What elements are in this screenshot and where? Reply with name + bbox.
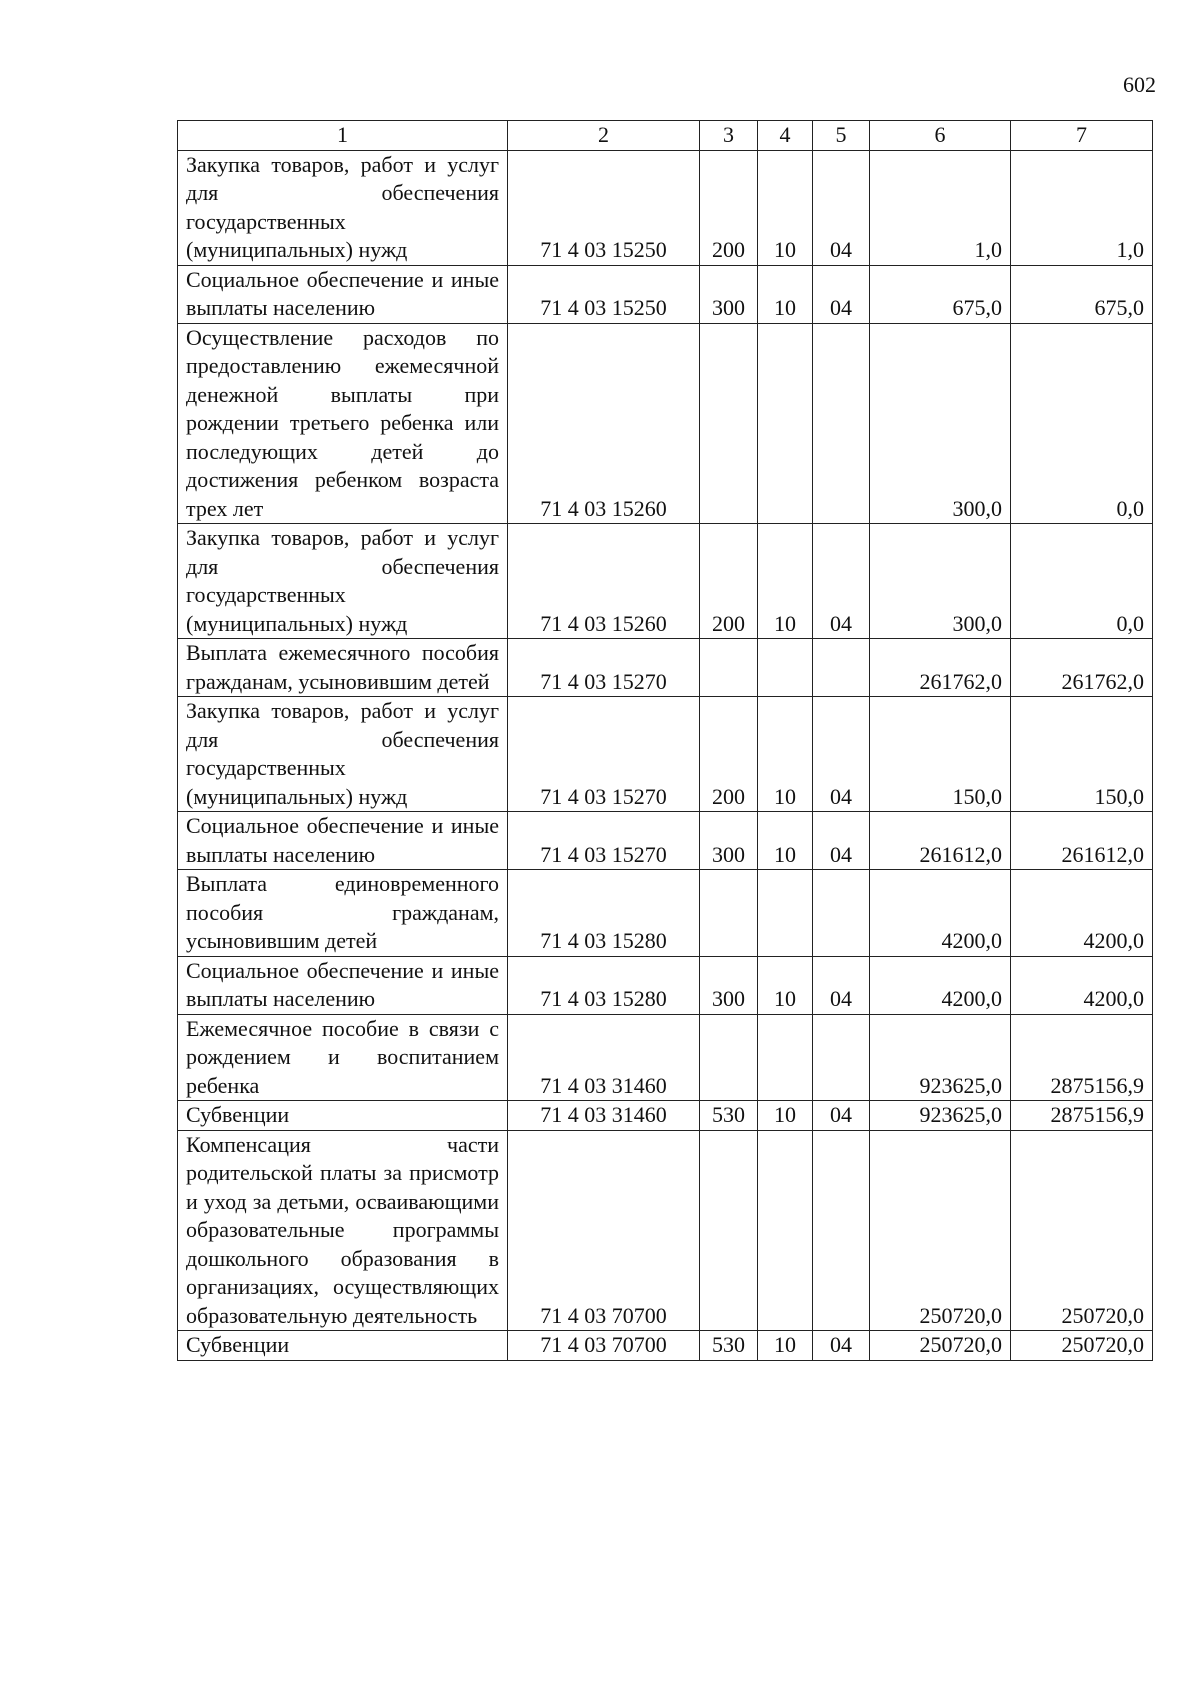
- row-description: Субвенции: [178, 1101, 508, 1131]
- budget-table: [177, 120, 1153, 1361]
- row-expense-type: 200: [700, 697, 758, 812]
- row-expense-type: 200: [700, 524, 758, 639]
- row-expense-type: 300: [700, 265, 758, 323]
- row-section: [758, 323, 813, 524]
- row-amount-col6: 923625,0: [870, 1101, 1011, 1131]
- row-amount-col7: 0,0: [1011, 524, 1153, 639]
- row-description: Осуществление расходов по предоставлению ежемесячной денежной выплаты при рождении третьего ребенка или последующих детей до достижения ребенком возраста трех лет: [178, 323, 508, 524]
- row-amount-col7: 0,0: [1011, 323, 1153, 524]
- row-subsection: [813, 1130, 870, 1331]
- column-header: 1: [178, 121, 508, 151]
- row-expense-type: [700, 1130, 758, 1331]
- row-section: [758, 639, 813, 697]
- row-section: 10: [758, 812, 813, 870]
- table-row: [178, 1101, 1153, 1131]
- table-row: [178, 639, 1153, 697]
- row-description: Закупка товаров, работ и услуг для обеспечения государственных (муниципальных) нужд: [178, 697, 508, 812]
- row-amount-col6: 261762,0: [870, 639, 1011, 697]
- row-code: 71 4 03 15250: [508, 150, 700, 265]
- row-amount-col6: 150,0: [870, 697, 1011, 812]
- column-header: 2: [508, 121, 700, 151]
- row-code: 71 4 03 15260: [508, 524, 700, 639]
- column-header: 6: [870, 121, 1011, 151]
- column-header: 4: [758, 121, 813, 151]
- table-row: [178, 812, 1153, 870]
- row-amount-col6: 250720,0: [870, 1130, 1011, 1331]
- column-header: 3: [700, 121, 758, 151]
- page-number: 602: [1123, 72, 1156, 97]
- row-amount-col6: 1,0: [870, 150, 1011, 265]
- table-row: [178, 323, 1153, 524]
- row-subsection: 04: [813, 150, 870, 265]
- row-amount-col7: 4200,0: [1011, 870, 1153, 957]
- row-code: 71 4 03 15280: [508, 870, 700, 957]
- row-expense-type: [700, 639, 758, 697]
- row-amount-col7: 250720,0: [1011, 1130, 1153, 1331]
- row-section: [758, 1014, 813, 1101]
- row-section: 10: [758, 150, 813, 265]
- table-row: [178, 150, 1153, 265]
- column-header: 5: [813, 121, 870, 151]
- row-subsection: 04: [813, 1101, 870, 1131]
- table-row: [178, 697, 1153, 812]
- row-amount-col7: 1,0: [1011, 150, 1153, 265]
- row-code: 71 4 03 15270: [508, 812, 700, 870]
- row-subsection: 04: [813, 812, 870, 870]
- row-code: 71 4 03 15270: [508, 697, 700, 812]
- table-row: [178, 956, 1153, 1014]
- row-subsection: [813, 1014, 870, 1101]
- row-code: 71 4 03 15270: [508, 639, 700, 697]
- row-expense-type: 530: [700, 1101, 758, 1131]
- row-subsection: 04: [813, 956, 870, 1014]
- row-description: Закупка товаров, работ и услуг для обеспечения государственных (муниципальных) нужд: [178, 524, 508, 639]
- column-header: 7: [1011, 121, 1153, 151]
- table-row: [178, 524, 1153, 639]
- row-amount-col7: 150,0: [1011, 697, 1153, 812]
- row-subsection: 04: [813, 524, 870, 639]
- table-row: [178, 265, 1153, 323]
- row-subsection: [813, 323, 870, 524]
- row-amount-col7: 2875156,9: [1011, 1014, 1153, 1101]
- row-expense-type: [700, 1014, 758, 1101]
- table-row: [178, 1130, 1153, 1331]
- table-row: [178, 1014, 1153, 1101]
- row-section: 10: [758, 265, 813, 323]
- row-expense-type: [700, 870, 758, 957]
- row-amount-col7: 675,0: [1011, 265, 1153, 323]
- row-description: Социальное обеспечение и иные выплаты населению: [178, 956, 508, 1014]
- row-code: 71 4 03 70700: [508, 1331, 700, 1361]
- row-description: Выплата ежемесячного пособия гражданам, усыновившим детей: [178, 639, 508, 697]
- row-amount-col7: 261612,0: [1011, 812, 1153, 870]
- row-amount-col6: 250720,0: [870, 1331, 1011, 1361]
- table-row: [178, 870, 1153, 957]
- row-amount-col7: 2875156,9: [1011, 1101, 1153, 1131]
- row-code: 71 4 03 31460: [508, 1014, 700, 1101]
- row-code: 71 4 03 15250: [508, 265, 700, 323]
- row-amount-col6: 923625,0: [870, 1014, 1011, 1101]
- row-description: Закупка товаров, работ и услуг для обеспечения государственных (муниципальных) нужд: [178, 150, 508, 265]
- row-amount-col6: 300,0: [870, 524, 1011, 639]
- row-amount-col7: 250720,0: [1011, 1331, 1153, 1361]
- row-description: Социальное обеспечение и иные выплаты населению: [178, 265, 508, 323]
- row-subsection: 04: [813, 1331, 870, 1361]
- row-amount-col6: 4200,0: [870, 870, 1011, 957]
- row-subsection: [813, 639, 870, 697]
- row-description: Выплата единовременного пособия гражданам, усыновившим детей: [178, 870, 508, 957]
- row-section: [758, 1130, 813, 1331]
- row-section: [758, 870, 813, 957]
- row-amount-col7: 261762,0: [1011, 639, 1153, 697]
- row-amount-col6: 675,0: [870, 265, 1011, 323]
- row-code: 71 4 03 70700: [508, 1130, 700, 1331]
- row-amount-col7: 4200,0: [1011, 956, 1153, 1014]
- row-expense-type: [700, 323, 758, 524]
- row-description: Субвенции: [178, 1331, 508, 1361]
- row-expense-type: 200: [700, 150, 758, 265]
- row-expense-type: 300: [700, 812, 758, 870]
- row-description: Компенсация части родительской платы за присмотр и уход за детьми, осваивающими образовательные программы дошкольного образования в организациях, осуществляющих образовательную деятельность: [178, 1130, 508, 1331]
- row-expense-type: 530: [700, 1331, 758, 1361]
- row-code: 71 4 03 15280: [508, 956, 700, 1014]
- row-subsection: [813, 870, 870, 957]
- row-section: 10: [758, 524, 813, 639]
- row-code: 71 4 03 15260: [508, 323, 700, 524]
- header-row: [178, 121, 1153, 151]
- row-section: 10: [758, 1101, 813, 1131]
- row-amount-col6: 261612,0: [870, 812, 1011, 870]
- table-row: [178, 1331, 1153, 1361]
- row-description: Ежемесячное пособие в связи с рождением и воспитанием ребенка: [178, 1014, 508, 1101]
- row-expense-type: 300: [700, 956, 758, 1014]
- row-code: 71 4 03 31460: [508, 1101, 700, 1131]
- row-description: Социальное обеспечение и иные выплаты населению: [178, 812, 508, 870]
- row-subsection: 04: [813, 265, 870, 323]
- row-amount-col6: 300,0: [870, 323, 1011, 524]
- row-subsection: 04: [813, 697, 870, 812]
- row-section: 10: [758, 697, 813, 812]
- row-section: 10: [758, 956, 813, 1014]
- row-amount-col6: 4200,0: [870, 956, 1011, 1014]
- row-section: 10: [758, 1331, 813, 1361]
